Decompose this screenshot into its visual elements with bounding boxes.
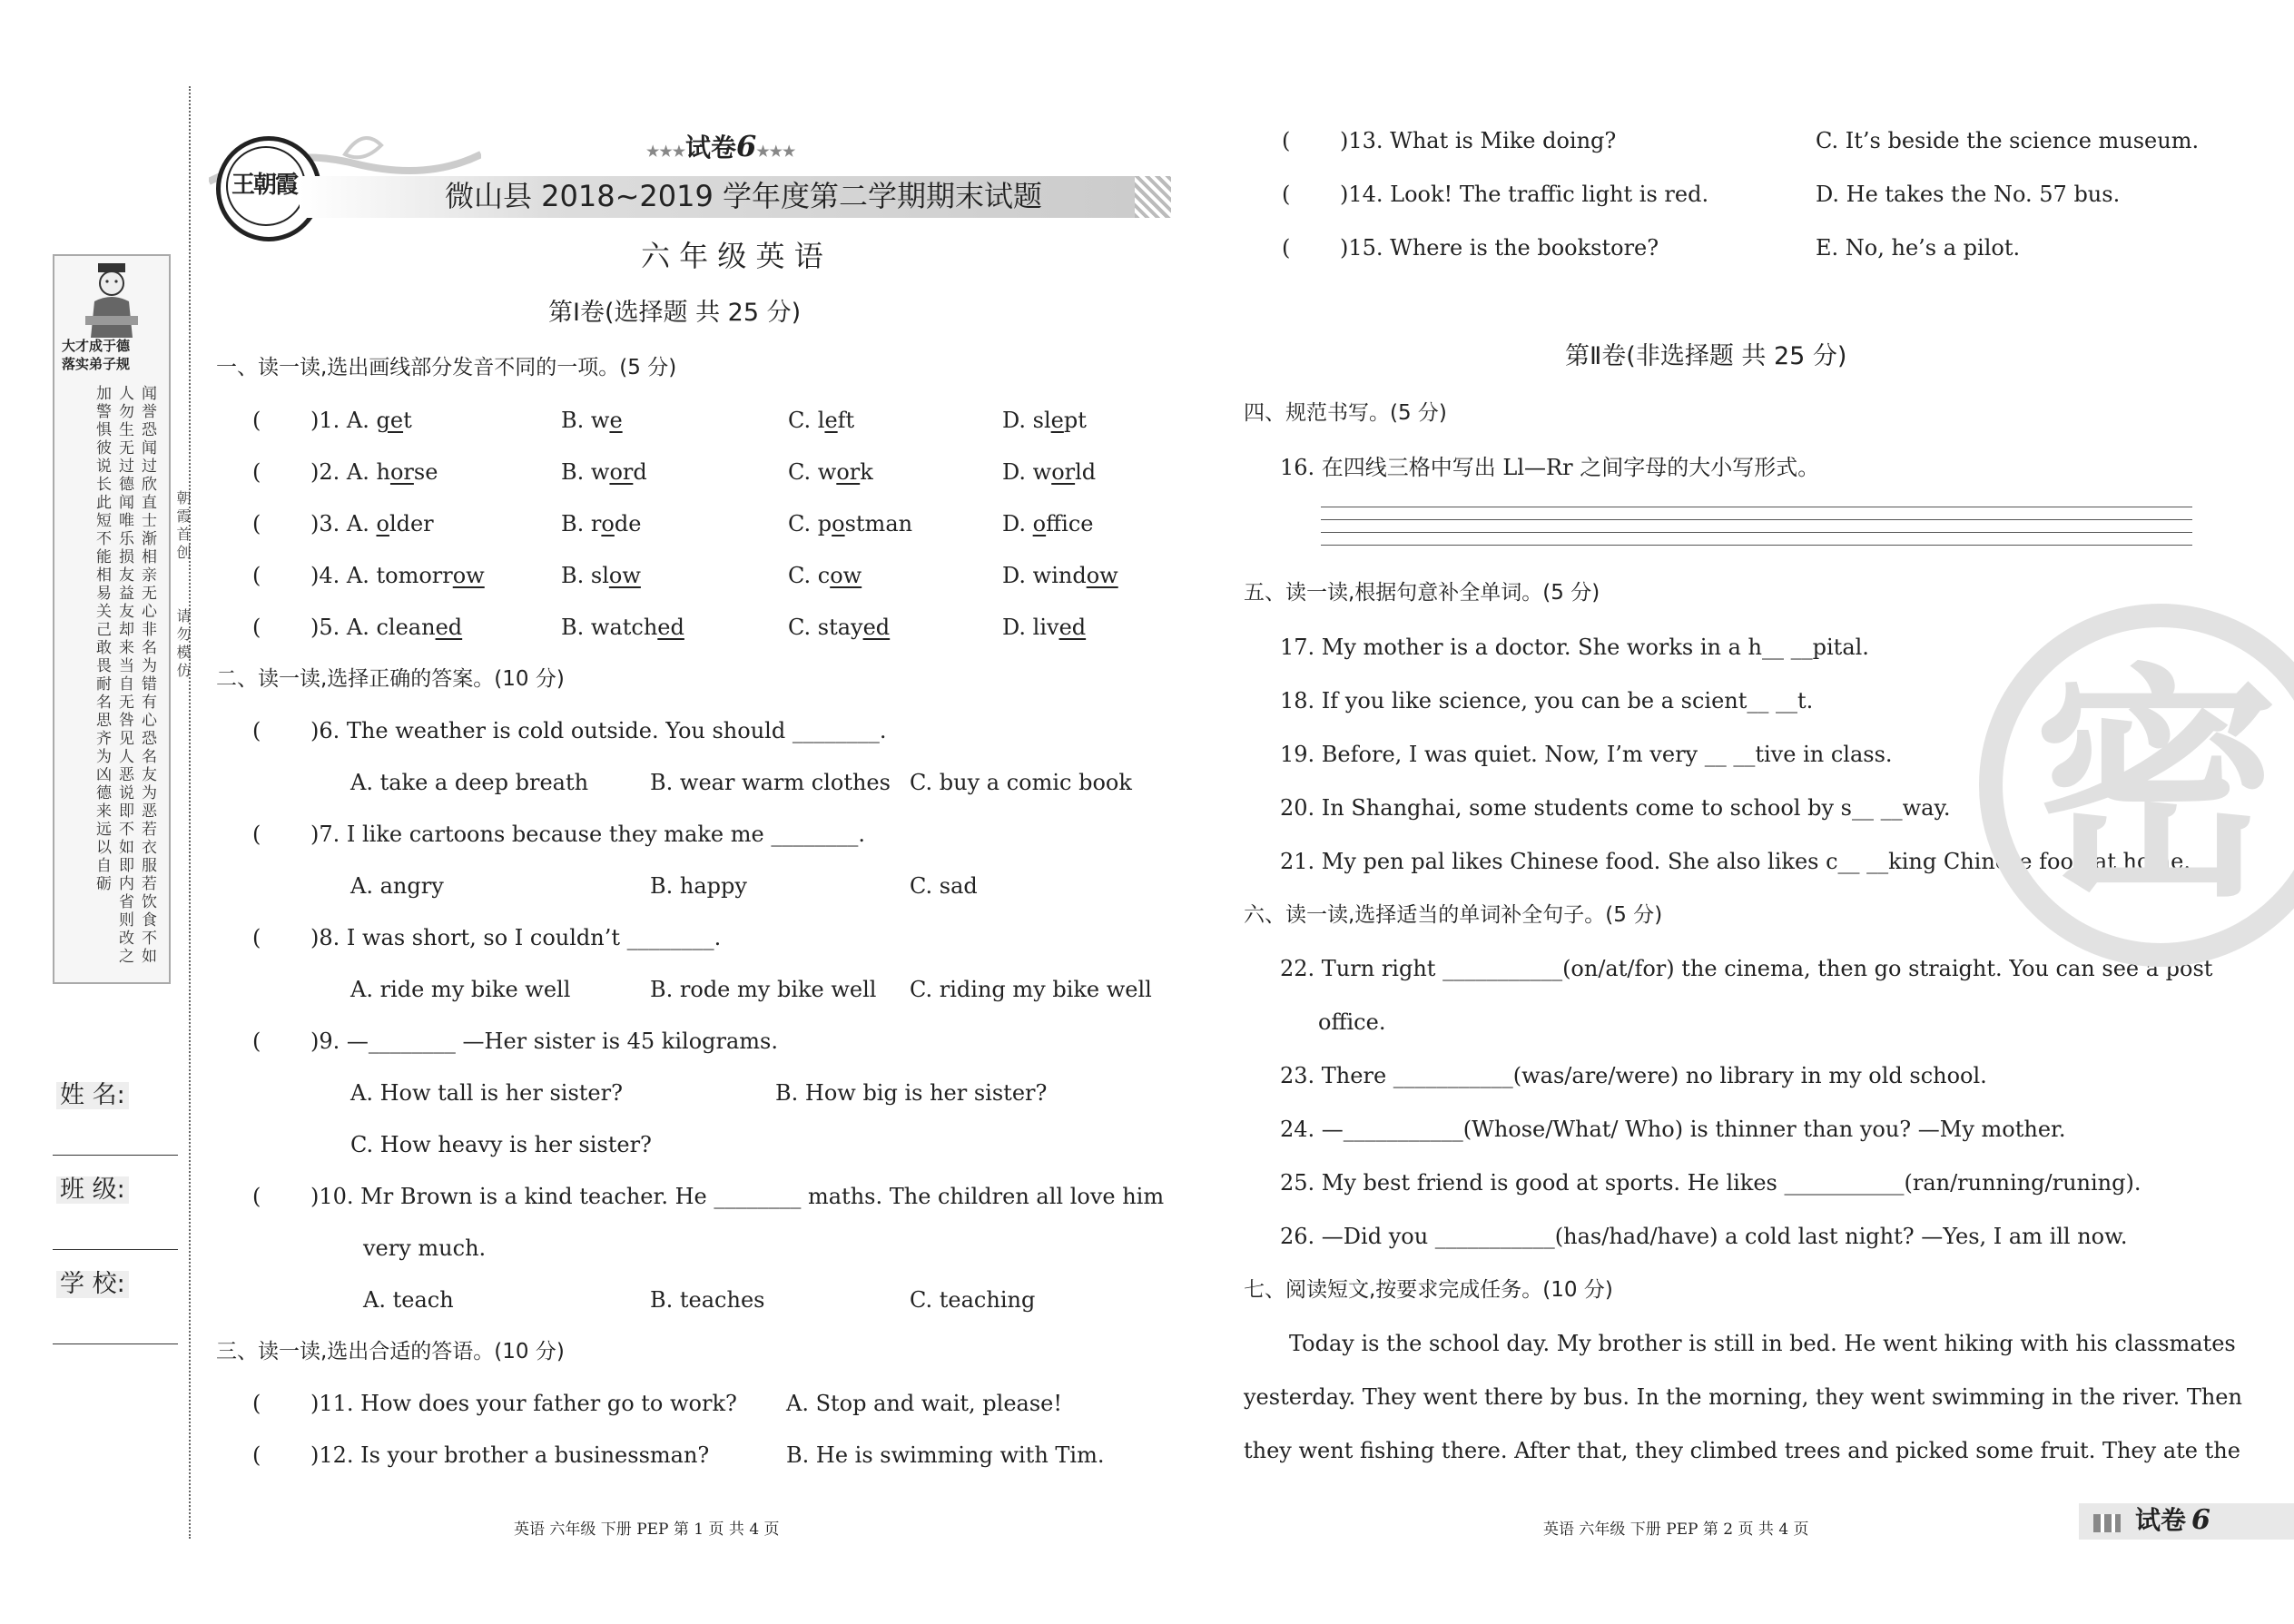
confidential-stamp bbox=[1979, 604, 2288, 967]
name-field[interactable] bbox=[53, 1155, 178, 1156]
q6-text: )6. The weather is cold outside. You should ________. bbox=[310, 718, 887, 743]
q10-option-b: B. teaches bbox=[650, 1287, 765, 1313]
section-2-heading: 二、读一读,选择正确的答案。(10 分) bbox=[216, 667, 565, 691]
q3-row: ( )3. A. older B. rode C. postman D. office bbox=[252, 511, 1094, 536]
option-b-reply: B. He is swimming with Tim. bbox=[786, 1442, 1105, 1468]
motto-line-2: 落实弟子规 bbox=[62, 356, 131, 372]
q16-text: 16. 在四线三格中写出 Ll—Rr 之间字母的大小写形式。 bbox=[1280, 455, 1820, 480]
q9-text: )9. —________ —Her sister is 45 kilograms. bbox=[310, 1029, 778, 1054]
stamp-char: 密 bbox=[2033, 641, 2279, 930]
sidebar-motto-box bbox=[53, 254, 171, 984]
q7-option-c: C. sad bbox=[910, 873, 978, 899]
q9-option-a: A. How tall is her sister? bbox=[350, 1080, 623, 1106]
logo-text: 王朝霞 bbox=[231, 172, 298, 199]
school-field[interactable] bbox=[53, 1343, 178, 1344]
q7-option-b: B. happy bbox=[650, 873, 747, 899]
q15-text: )15. Where is the bookstore? bbox=[1340, 235, 1659, 261]
q18-text: 18. If you like science, you can be a scient__ __t. bbox=[1280, 688, 1814, 714]
q13-text: )13. What is Mike doing? bbox=[1340, 128, 1617, 153]
option-e-reply: E. No, he’s a pilot. bbox=[1816, 235, 2021, 261]
footer-badge: 试卷 6 bbox=[2135, 1504, 2210, 1536]
passage-line-2: yesterday. They went there by bus. In the morning, they went swimming in the river. Then bbox=[1244, 1384, 2242, 1410]
part2-title: 第Ⅱ卷(非选择题 共 25 分) bbox=[1565, 342, 1847, 370]
q4-row: ( )4. A. tomorrow B. slow C. cow D. window bbox=[252, 563, 1118, 588]
cut-line bbox=[189, 86, 191, 1539]
section-1-heading: 一、读一读,选出画线部分发音不同的一项。(5 分) bbox=[216, 356, 677, 379]
q22-text-cont: office. bbox=[1318, 1009, 1386, 1035]
footer-left: 英语 六年级 下册 PEP 第 1 页 共 4 页 bbox=[514, 1521, 780, 1539]
q10-text-cont: very much. bbox=[363, 1235, 487, 1261]
q17-text: 17. My mother is a doctor. She works in a h__ __pital. bbox=[1280, 635, 1869, 660]
q5-row: ( )5. A. cleaned B. watched C. stayed D. lived bbox=[252, 615, 1087, 640]
q10-option-a: A. teach bbox=[363, 1287, 454, 1313]
section-4-heading: 四、规范书写。(5 分) bbox=[1244, 401, 1447, 425]
option-d-reply: D. He takes the No. 57 bus. bbox=[1816, 182, 2121, 207]
passage-line-3: they went fishing there. After that, they climbed trees and picked some fruit. They ate the bbox=[1244, 1438, 2240, 1463]
name-label: 姓 名: bbox=[56, 1082, 129, 1109]
section-3-heading: 三、读一读,选出合适的答语。(10 分) bbox=[216, 1340, 565, 1363]
school-label: 学 校: bbox=[56, 1271, 129, 1298]
q19-text: 19. Before, I was quiet. Now, I’m very __ __tive in class. bbox=[1280, 742, 1893, 767]
sidebar-rules-text: 闻誉恐闻过欣直士渐相亲无心非名为错有心恐名友为恶若衣服若饮食不如人勿生无过德闻唯乐损友益友却来当自无咎见人恶说即不如即内省则改之加警惧彼说长此短不能相易关己敢畏耐名思齐为凶德来远以自砺 bbox=[93, 385, 156, 966]
q21-text: 21. My pen pal likes Chinese food. She also likes c__ __king Chinese food at home. bbox=[1280, 849, 2191, 874]
q10-text: )10. Mr Brown is a kind teacher. He ________ maths. The children all love him bbox=[310, 1184, 1165, 1209]
badge-stars-right: ★★★ bbox=[756, 143, 796, 160]
q6-option-a: A. take a deep breath bbox=[350, 770, 589, 795]
option-c-reply: C. It’s beside the science museum. bbox=[1816, 128, 2200, 153]
q11-text: )11. How does your father go to work? bbox=[310, 1391, 737, 1416]
section-7-heading: 七、阅读短文,按要求完成任务。(10 分) bbox=[1244, 1278, 1613, 1302]
scholar-figure-icon bbox=[82, 261, 142, 338]
q7-text: )7. I like cartoons because they make me ________. bbox=[310, 822, 865, 847]
option-a-reply: A. Stop and wait, please! bbox=[786, 1391, 1063, 1416]
vertical-note-1: 朝霞首创 bbox=[174, 490, 192, 563]
q20-text: 20. In Shanghai, some students come to school by s__ __way. bbox=[1280, 795, 1951, 821]
q14-text: )14. Look! The traffic light is red. bbox=[1340, 182, 1709, 207]
q6-option-c: C. buy a comic book bbox=[910, 770, 1132, 795]
q6-option-b: B. wear warm clothes bbox=[650, 770, 891, 795]
q12-text: )12. Is your brother a businessman? bbox=[310, 1442, 710, 1468]
four-line-grid[interactable] bbox=[1321, 507, 2192, 552]
q26-text: 26. —Did you ___________(has/had/have) a cold last night? —Yes, I am ill now. bbox=[1280, 1224, 2128, 1249]
class-field[interactable] bbox=[53, 1249, 178, 1250]
q8-option-a: A. ride my bike well bbox=[350, 977, 571, 1002]
footer-right: 英语 六年级 下册 PEP 第 2 页 共 4 页 bbox=[1543, 1521, 1809, 1539]
q9-option-b: B. How big is her sister? bbox=[775, 1080, 1048, 1106]
q24-text: 24. —___________(Whose/What/ Who) is thinner than you? —My mother. bbox=[1280, 1117, 2066, 1142]
title-bar-pattern bbox=[1135, 176, 1171, 218]
passage-line-1: Today is the school day. My brother is still in bed. He went hiking with his classmates bbox=[1289, 1331, 2236, 1356]
q8-option-b: B. rode my bike well bbox=[650, 977, 877, 1002]
paper-badge: ★★★试卷6★★★ bbox=[646, 129, 796, 163]
q8-option-c: C. riding my bike well bbox=[910, 977, 1152, 1002]
q22-text: 22. Turn right ___________(on/at/for) the cinema, then go straight. You can see a post bbox=[1280, 956, 2213, 981]
motto-line-1: 大才成于德 bbox=[62, 338, 131, 354]
q2-row: ( )2. A. horse B. word C. work D. world bbox=[252, 459, 1097, 485]
class-label: 班 级: bbox=[56, 1176, 129, 1204]
q9-option-c: C. How heavy is her sister? bbox=[350, 1132, 652, 1157]
footer-badge-squares bbox=[2093, 1514, 2121, 1532]
exam-subject: 六 年 级 英 语 bbox=[641, 239, 823, 273]
q7-option-a: A. angry bbox=[350, 873, 444, 899]
q1-row: ( )1. A. get B. we C. left D. slept bbox=[252, 408, 1087, 433]
q8-text: )8. I was short, so I couldn’t ________. bbox=[310, 925, 722, 950]
q10-option-c: C. teaching bbox=[910, 1287, 1036, 1313]
q25-text: 25. My best friend is good at sports. He likes ___________(ran/running/runing). bbox=[1280, 1170, 2141, 1196]
vertical-note-2: 请勿模仿 bbox=[174, 608, 192, 681]
exam-title: 微山县 2018~2019 学年度第二学期期末试题 bbox=[445, 179, 1043, 213]
part1-title: 第Ⅰ卷(选择题 共 25 分) bbox=[548, 299, 802, 327]
badge-stars-left: ★★★ bbox=[646, 143, 686, 160]
section-6-heading: 六、读一读,选择适当的单词补全句子。(5 分) bbox=[1244, 903, 1663, 927]
section-5-heading: 五、读一读,根据句意补全单词。(5 分) bbox=[1244, 581, 1600, 605]
q23-text: 23. There ___________(was/are/were) no library in my old school. bbox=[1280, 1063, 1987, 1088]
